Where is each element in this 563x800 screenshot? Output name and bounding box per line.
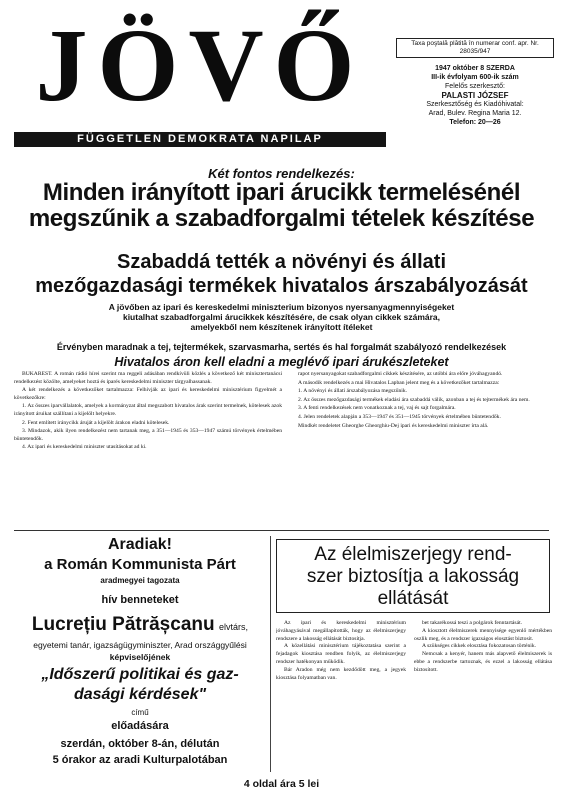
phone: Telefon: 20—26 xyxy=(449,119,501,126)
paragraph: BUKAREST. A román rádió hírei szerint ma reggeli adásában rendkívüli közlés a következő két minisztertanácsi rendelkezést közölte, amelyeket hoztá és iparés kereskedelmi miniszter tárgyalhassanak. xyxy=(14,371,282,385)
paragraph: A két rendelkezés a következőket tartalmazza: Felhívják az ipari és kereskedelmi minisztérium figyelmét a következőkre: xyxy=(14,387,282,401)
second-headline-line-1: Szabaddá tették a növényi és állati xyxy=(116,251,446,273)
ration-headline-line-1: Az élelmiszerjegy rend- xyxy=(314,544,512,565)
ration-headline-box xyxy=(276,539,550,613)
ad-line-6: képviselőjének xyxy=(109,652,171,662)
issue-date: 1947 október 8 SZERDA xyxy=(435,65,515,72)
paragraph: 2. Az összes mezőgazdasági termékek eladási ára szabaddá válik, azonban a tej és tejtermékek ára nem. xyxy=(298,396,530,403)
masthead xyxy=(14,8,386,150)
ration-column-1 xyxy=(276,620,406,772)
kicker: Két fontos rendelkezés: xyxy=(208,166,355,181)
article-column-a xyxy=(14,371,282,525)
paragraph: 1. A növényi és állati árszabályozása megszűnik. xyxy=(298,388,408,395)
paragraph: 2. Fent említett iránycikk áruját a kijelölt árakon eladni kötelesek. xyxy=(22,419,170,426)
divider xyxy=(14,530,549,531)
ad-line-1: Aradiak! xyxy=(107,536,173,553)
paragraph: A szükséges cikkek elosztása fokozatosan történik. xyxy=(422,643,537,650)
vertical-divider xyxy=(270,536,271,772)
lecture-title-1: „Időszerű politikai és gaz- xyxy=(41,666,239,683)
ration-headline-line-3: ellátását xyxy=(377,588,449,609)
paragraph: 3. A fenti rendelkezések nem vonatkoznak a tej, vaj és sajt forgalmára. xyxy=(298,405,456,412)
paragraph: Az ipari és kereskedelmi minisztérium jóváhagyásával megállapították, hogy az élelmiszerjegy rendszere a lakosság ellátását biztosítja. xyxy=(276,620,406,642)
party-advertisement xyxy=(14,536,266,772)
paragraph: 4. Az ipari és kereskedelmi miniszter utasításokat ad ki. xyxy=(22,444,147,451)
paragraph: Bár Aradon még nem kezdődött meg, a jegyek kiosztása folyamatban van. xyxy=(276,666,406,681)
article-column-b xyxy=(290,371,552,525)
paragraph: rapot nyersanyagokat szabadforgalmi cikkek készítésére, az utóbbi ára előre jóváhagyandó. xyxy=(298,371,503,377)
issue-info xyxy=(396,38,554,127)
paragraph: A kiosztott élelmiszerek mennyisége egyenlő mértékben oszlik meg, és a rendszer igazságos elosztást biztosít. xyxy=(414,627,552,642)
ad-line-8: előadására xyxy=(111,720,169,732)
summary-line-3: amelyekből nem készítenek irányított ítéleket xyxy=(190,322,373,332)
address-line-2: Arad, Bulev. Regina Maria 12. xyxy=(428,110,522,117)
paragraph: 4. Jelen rendeletek alapján a 353—1947 és 351—1945 törvények értelmében büntetendők. xyxy=(298,413,501,420)
ad-line-4: hív benneteket xyxy=(101,594,179,606)
lecture-title-2: dasági kérdések" xyxy=(73,686,207,703)
editor-name: PALASTI JÓZSEF xyxy=(441,91,509,100)
paragraph: Mindkét rendeletet Gheorghe Gheorghiu-Dej ipari és kereskedelmi miniszter írta alá. xyxy=(298,422,489,429)
ad-line-5: egyetemi tanár, igazságügyminiszter, Arad országgyűlési xyxy=(33,640,247,650)
subhead-1: Érvényben maradnak a tej, tejtermékek, szarvasmarha, sertés és hal forgalmát szabályozó rendelkezések xyxy=(56,342,507,352)
editor-label: Felelős szerkesztő: xyxy=(445,83,505,90)
subhead-2: Hivatalos áron kell eladni a meglévő ipari árukészleteket xyxy=(114,355,449,369)
second-headline-line-2: mezőgazdasági termékek hivatalos árszabályozását xyxy=(35,275,528,297)
masthead-tagline: FÜGGETLEN DEMOKRATA NAPILAP xyxy=(14,132,386,147)
ad-line-7: című xyxy=(131,708,149,717)
paragraph: A közellátási minisztérium tájékoztatása szerint a fejadagok kiosztása rendben folyik, az élelmiszerjegy rendszer hatékonyan működik. xyxy=(276,643,406,665)
summary-line-1: A jövőben az ipari és kereskedelmi miniszterium bizonyos nyersanyagmennyiségeket xyxy=(108,302,455,312)
main-headline-line-1: Minden irányított ipari árucikk termelésénél xyxy=(42,179,521,206)
ad-line-3: aradmegyei tagozata xyxy=(100,576,180,585)
price-footer: 4 oldal ára 5 lei xyxy=(243,778,320,790)
ad-line-2: a Román Kommunista Párt xyxy=(44,556,236,573)
main-headline xyxy=(14,180,549,232)
ration-column-2 xyxy=(414,620,552,772)
ration-headline-line-2: szer biztosítja a lakosság xyxy=(306,566,520,587)
main-headline-line-2: megszűnik a szabadforgalmi tételek készítése xyxy=(28,205,535,232)
paragraph: bet takarékossá teszi a polgárok fenntartását. xyxy=(422,620,523,626)
issue-number: III-ik évfolyam 600-ik szám xyxy=(431,74,519,81)
speaker-title-word: elvtárs, xyxy=(219,622,249,632)
paragraph: Nemcsak a kenyér, hanem más alapvető élelmiszerek is ebbe a rendszerbe tartoznak, és ezzel a lakosság ellátása biztosított. xyxy=(414,651,552,673)
speaker-name: Lucrețiu Pătrășcanu xyxy=(31,614,215,635)
masthead-title: JÖVŐ xyxy=(35,8,365,123)
summary-line-2: kiutalhat szabadforgalmi árucikkek készítésére, de csak olyan cikkek számára, xyxy=(122,312,441,322)
paragraph: 1. Az összes iparvállalatok, amelyek a kormányzat által megszabott hivatalos árak szerint termelnek, kötelesek azok irányított áruikat szállítani a kijelölt helyekre. xyxy=(14,403,282,417)
address-line-1: Szerkesztőség és Kiadóhivatal: xyxy=(426,101,524,108)
ad-line-10: 5 órakor az aradi Kulturpalotában xyxy=(52,754,228,766)
ad-name-row xyxy=(14,614,266,636)
postage-box: Taxa poştală plătită în numerar conf. apr. Nr. 28035/947 xyxy=(396,38,554,58)
paragraph: 3. Mindazok, akik ilyen rendelkezést nem tartanak meg, a 351—1945 és 353—1947 számú törvények értelmében büntetendők. xyxy=(14,428,282,442)
ad-line-9: szerdán, október 8-án, délután xyxy=(60,738,220,750)
paragraph: A második rendelkezés a mai Hivatalos Lapban jelent meg és a következőket tartalmazza: xyxy=(298,379,500,386)
summary xyxy=(14,302,549,332)
second-headline xyxy=(14,250,549,298)
